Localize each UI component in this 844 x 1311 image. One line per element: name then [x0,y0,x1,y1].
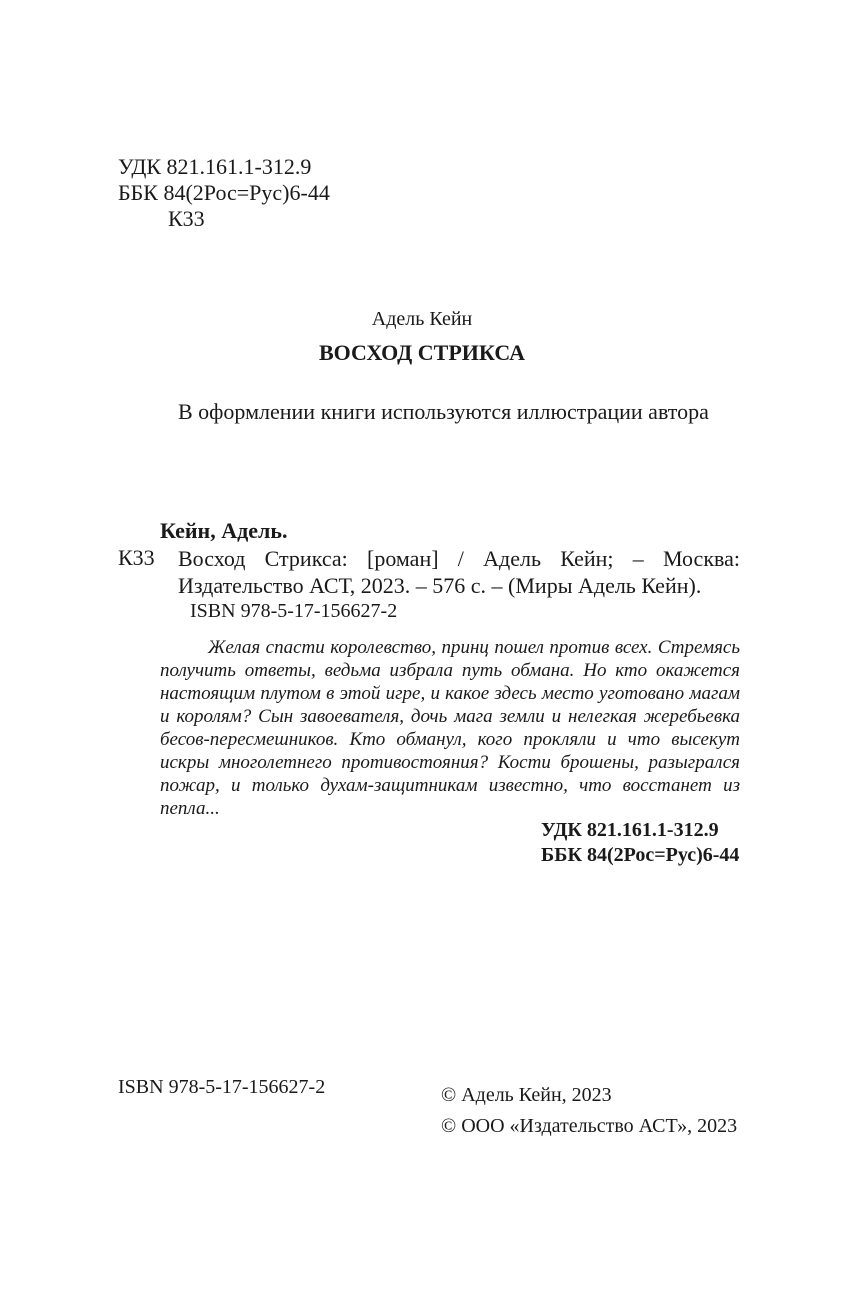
udk-block-bottom [541,818,739,868]
copyright-author: © Адель Кейн, 2023 [441,1084,612,1106]
copyright-block [441,1080,737,1142]
bibliographic-heading: Кейн, Адель. [160,518,288,543]
bbk-code: ББК 84(2Рос=Рус)6-44 [541,844,740,866]
bibliographic-isbn: ISBN 978-5-17-156627-2 [190,600,398,622]
isbn: ISBN 978-5-17-156627-2 [118,1076,326,1098]
bibliographic-description: Восход Стрикса: [роман] / Адель Кейн; – Москва: Издательство АСТ, 2023. – 576 с. – (Миры Адель Кейн). [178,546,740,598]
udk-block-top [118,154,330,232]
udk-code: УДК 821.161.1-312.9 [118,154,312,179]
illustrations-note: В оформлении книги используются иллюстрации автора [178,399,709,424]
bibliographic-code: К33 [118,545,155,570]
author-name: Адель Кейн [371,308,473,330]
udk-code: УДК 821.161.1-312.9 [541,819,719,841]
bbk-code: ББК 84(2Рос=Рус)6-44 [118,180,330,205]
copyright-publisher: © ООО «Издательство АСТ», 2023 [441,1115,738,1137]
book-title: ВОСХОД СТРИКСА [319,340,525,365]
annotation: Желая спасти королевство, принц пошел против всех. Стремясь получить ответы, ведьма избрала путь обмана. Но кто окажется настоящим плутом в этой игре, и какое здесь место уготовано магам и королям? Сын завоевателя, дочь мага земли и нелегкая жеребьевка бесов-пересмешников. Кто обманул, кого прокляли и что высекут искры многолетнего противостояния? Кости брошены, разыгрался пожар, и только духам-защитникам известно, что восстанет из пепла... [160,637,740,819]
author-mark: К33 [168,206,205,231]
